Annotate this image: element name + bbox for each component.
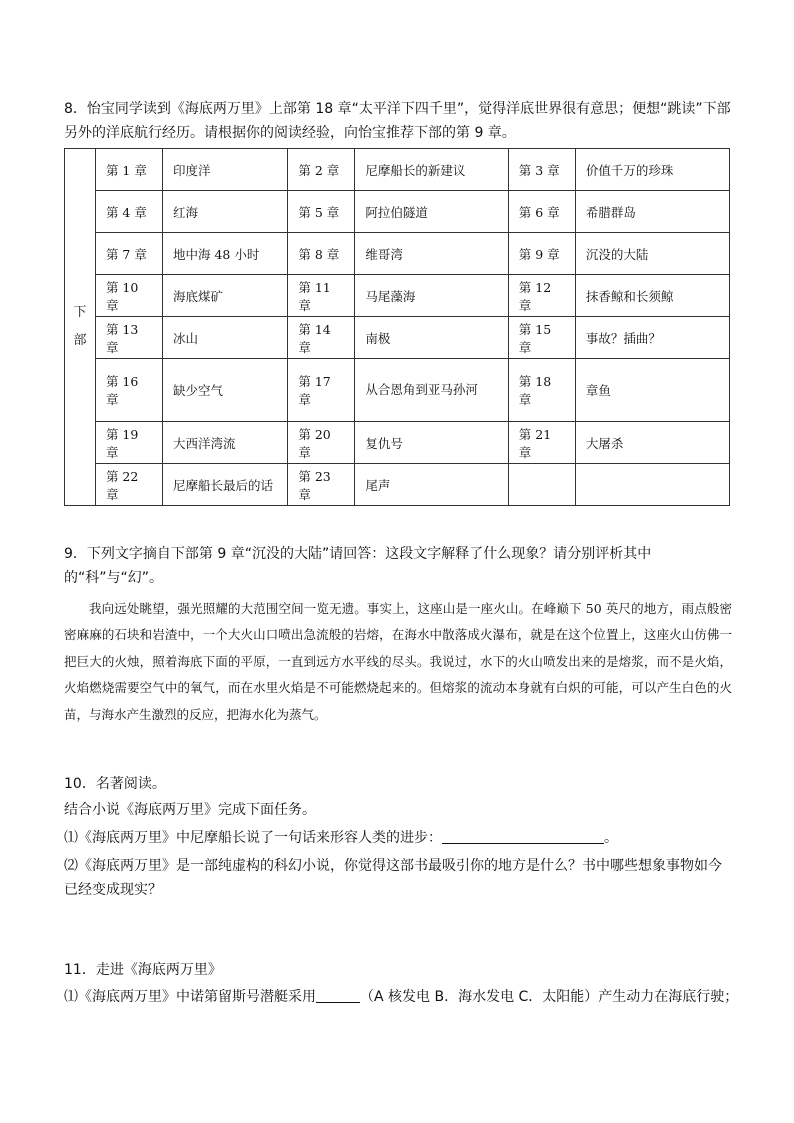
chapter-number: 第 6 章 <box>508 191 575 233</box>
chapter-number: 第 14 章 <box>288 317 355 359</box>
chapter-title: 缺少空气 <box>163 359 288 422</box>
answer-blank[interactable] <box>442 829 604 844</box>
chapter-number: 第 23 章 <box>288 464 355 506</box>
chapter-title: 复仇号 <box>355 422 508 464</box>
chapter-title: 红海 <box>163 191 288 233</box>
chapter-number: 第 18 章 <box>508 359 575 422</box>
chapter-number: 第 20 章 <box>288 422 355 464</box>
chapter-title: 事故？插曲？ <box>575 317 729 359</box>
chapter-table <box>64 148 730 506</box>
chapter-number: 第 12 章 <box>508 275 575 317</box>
chapter-number: 第 16 章 <box>95 359 162 422</box>
chapter-number: 第 19 章 <box>95 422 162 464</box>
chapter-title: 尾声 <box>355 464 508 506</box>
chapter-number: 第 11 章 <box>288 275 355 317</box>
table-row <box>65 275 730 317</box>
answer-blank[interactable] <box>316 988 360 1003</box>
chapter-number: 第 13 章 <box>95 317 162 359</box>
side-label: 下 <box>73 305 87 320</box>
side-label-cell <box>65 149 96 506</box>
chapter-title: 南极 <box>355 317 508 359</box>
table-row <box>65 191 730 233</box>
question-11-item-1 <box>64 985 754 1009</box>
question-10-item-1-text: ⑴《海底两万里》中尼摩船长说了一句话来形容人类的进步： <box>64 830 442 846</box>
chapter-number: 第 21 章 <box>508 422 575 464</box>
question-8: 8．怡宝同学读到《海底两万里》上部第 18 章“太平洋下四千里”，觉得洋底世界很有意思；便想“跳读”下部另外的洋底航行经历。请根据你的阅读经验，向怡宝推荐下部的第 9 章。 <box>64 101 731 141</box>
chapter-title: 维哥湾 <box>355 233 508 275</box>
chapter-number: 第 5 章 <box>288 191 355 233</box>
chapter-number: 第 22 章 <box>95 464 162 506</box>
chapter-number: 第 17 章 <box>288 359 355 422</box>
chapter-title: 阿拉伯隧道 <box>355 191 508 233</box>
table-row <box>65 317 730 359</box>
question-10-item-1 <box>64 826 734 850</box>
chapter-title: 大西洋湾流 <box>163 422 288 464</box>
chapter-number <box>508 464 575 506</box>
chapter-title: 冰山 <box>163 317 288 359</box>
excerpt-passage: 我向远处眺望，强光照耀的大范围空间一览无遗。事实上，这座山是一座火山。在峰巅下 50 英尺的地方，雨点般密密麻麻的石块和岩渣中，一个大火山口喷出急流般的岩熔，在海水中散落成火瀑布，就是在这个位置上，这座火山仿佛一把巨大的火烛，照着海底下面的平原，一直到远方水平线的尽头。我说过，水下的火山喷发出来的是熔浆，而不是火焰，火焰燃烧需要空气中的氧气，而在水里火焰是不可能燃烧起来的。但熔浆的流动本身就有白炽的可能，可以产生白色的火苗，与海水产生激烈的反应，把海水化为蒸气。 <box>64 601 732 722</box>
chapter-title: 沉没的大陆 <box>575 233 729 275</box>
question-10-title: 10．名著阅读。 <box>64 776 166 792</box>
chapter-number: 第 4 章 <box>95 191 162 233</box>
question-11-title: 11．走进《海底两万里》 <box>64 962 222 978</box>
chapter-number: 第 7 章 <box>95 233 162 275</box>
table-row <box>65 233 730 275</box>
table-row <box>65 422 730 464</box>
chapter-title: 从合恩角到亚马孙河 <box>355 359 508 422</box>
chapter-number: 第 1 章 <box>95 149 162 191</box>
table-row <box>65 149 730 191</box>
question-11-item-1-options: （A 核发电 B．海水发电 C．太阳能）产生动力在海底行驶； <box>360 989 739 1005</box>
chapter-number: 第 15 章 <box>508 317 575 359</box>
chapter-number: 第 3 章 <box>508 149 575 191</box>
question-11-item-1-text: ⑴《海底两万里》中诺第留斯号潜艇采用 <box>64 989 316 1005</box>
chapter-title: 尼摩船长最后的话 <box>163 464 288 506</box>
chapter-number: 第 10 章 <box>95 275 162 317</box>
chapter-title: 章鱼 <box>575 359 729 422</box>
side-label: 部 <box>73 333 87 348</box>
chapter-title <box>575 464 729 506</box>
question-10-item-2: ⑵《海底两万里》是一部纯虚构的科幻小说，你觉得这部书最吸引你的地方是什么？书中哪些想象事物如今已经变成现实？ <box>64 858 722 898</box>
table-row <box>65 359 730 422</box>
chapter-number: 第 9 章 <box>508 233 575 275</box>
question-10-intro: 结合小说《海底两万里》完成下面任务。 <box>64 802 316 818</box>
table-row <box>65 464 730 506</box>
chapter-title: 抹香鲸和长须鲸 <box>575 275 729 317</box>
chapter-title: 马尾藻海 <box>355 275 508 317</box>
chapter-title: 海底煤矿 <box>163 275 288 317</box>
chapter-title: 印度洋 <box>163 149 288 191</box>
chapter-title: 大屠杀 <box>575 422 729 464</box>
chapter-title: 希腊群岛 <box>575 191 729 233</box>
question-9: 9．下列文字摘自下部第 9 章“沉没的大陆”请回答：这段文字解释了什么现象？请分别评析其中的“科”与“幻”。 <box>64 546 652 586</box>
chapter-number: 第 2 章 <box>288 149 355 191</box>
question-10-item-1-end: 。 <box>604 830 618 846</box>
chapter-title: 价值千万的珍珠 <box>575 149 729 191</box>
chapter-title: 尼摩船长的新建议 <box>355 149 508 191</box>
chapter-number: 第 8 章 <box>288 233 355 275</box>
chapter-title: 地中海 48 小时 <box>163 233 288 275</box>
